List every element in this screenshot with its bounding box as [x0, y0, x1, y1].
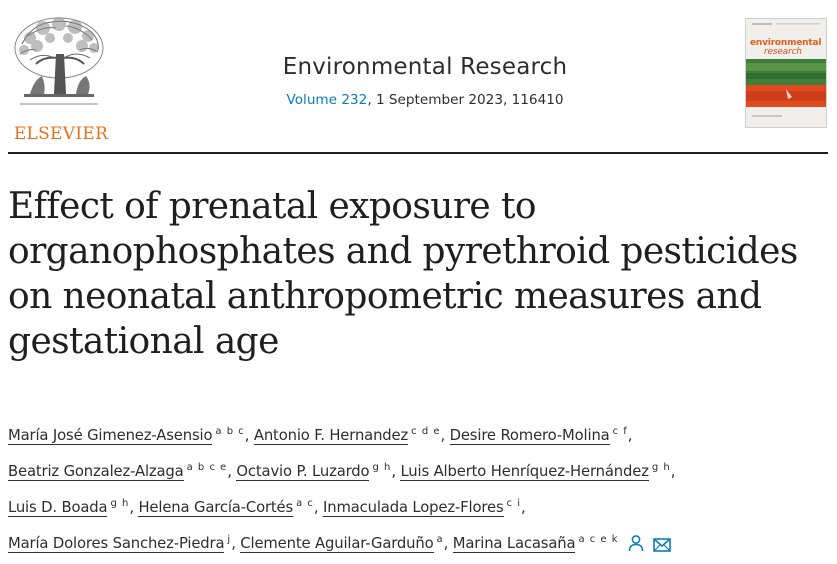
author-link[interactable]: María José Gimenez-Asensio: [8, 427, 213, 444]
author-separator: ,: [227, 463, 237, 480]
affiliation-marks[interactable]: g h: [110, 498, 130, 509]
person-icon[interactable]: [627, 532, 645, 564]
author-link[interactable]: Luis D. Boada: [8, 499, 108, 516]
affiliation-marks[interactable]: j: [227, 534, 232, 545]
author-link[interactable]: Octavio P. Luzardo: [236, 463, 370, 480]
elsevier-logo[interactable]: [8, 14, 109, 144]
journal-title-link[interactable]: Environmental Research: [282, 54, 568, 80]
author-separator: ,: [313, 499, 323, 516]
author-link[interactable]: Beatriz Gonzalez-Alzaga: [8, 463, 184, 480]
envelope-icon[interactable]: [653, 532, 671, 564]
author-link[interactable]: Desire Romero-Molina: [449, 427, 610, 444]
title-line: Effect of prenatal exposure to: [8, 186, 536, 227]
cover-title: [750, 39, 821, 57]
affiliation-marks[interactable]: c i: [506, 498, 521, 509]
elsevier-tree-icon: [10, 14, 108, 110]
author-separator: ,: [440, 427, 450, 444]
author-separator: ,: [627, 427, 633, 444]
article-title: [8, 184, 828, 364]
author-link[interactable]: Luis Alberto Henríquez-Hernández: [400, 463, 649, 480]
author-line: [8, 488, 833, 524]
author-link[interactable]: María Dolores Sanchez-Piedra: [8, 535, 225, 552]
publisher-name: ELSEVIER: [13, 124, 109, 144]
affiliation-marks[interactable]: g h: [372, 462, 392, 473]
affiliation-marks[interactable]: a c e k: [578, 534, 619, 545]
title-line: gestational age: [8, 321, 279, 362]
author-separator: ,: [231, 535, 241, 552]
title-line: on neonatal anthropometric measures and: [8, 276, 762, 317]
issue-info: [200, 92, 650, 108]
article-header: [0, 0, 837, 152]
cover-title-line2: research: [764, 47, 802, 57]
affiliation-marks[interactable]: a b c e: [186, 462, 228, 473]
author-separator: ,: [443, 535, 453, 552]
title-line: organophosphates and pyrethroid pesticides: [8, 231, 798, 272]
author-line: [8, 416, 833, 452]
author-link[interactable]: Clemente Aguilar-Garduño: [240, 535, 434, 552]
journal-info: [200, 54, 650, 108]
issue-details: , 1 September 2023, 116410: [367, 92, 564, 108]
author-separator: ,: [391, 463, 401, 480]
author-line: [8, 452, 833, 488]
author-separator: ,: [670, 463, 676, 480]
author-line: [8, 524, 833, 564]
author-separator: ,: [244, 427, 254, 444]
author-separator: ,: [129, 499, 139, 516]
volume-link[interactable]: Volume 232: [286, 92, 368, 108]
cover-art-icon: [746, 19, 826, 127]
affiliation-marks[interactable]: a c: [296, 498, 314, 509]
author-separator: ,: [520, 499, 526, 516]
author-link[interactable]: Inmaculada Lopez-Flores: [323, 499, 504, 516]
affiliation-marks[interactable]: a: [436, 534, 444, 545]
cover-title-line1: environmental: [750, 38, 822, 48]
affiliation-marks[interactable]: a b c: [215, 426, 245, 437]
author-link[interactable]: Marina Lacasaña: [452, 535, 576, 552]
author-link[interactable]: Helena García-Cortés: [138, 499, 294, 516]
affiliation-marks[interactable]: c f: [612, 426, 628, 437]
affiliation-marks[interactable]: c d e: [411, 426, 441, 437]
affiliation-marks[interactable]: g h: [651, 462, 671, 473]
journal-cover-thumbnail[interactable]: [745, 18, 827, 128]
author-link[interactable]: Antonio F. Hernandez: [253, 427, 409, 444]
header-divider: [8, 152, 828, 154]
author-list: [8, 416, 833, 564]
